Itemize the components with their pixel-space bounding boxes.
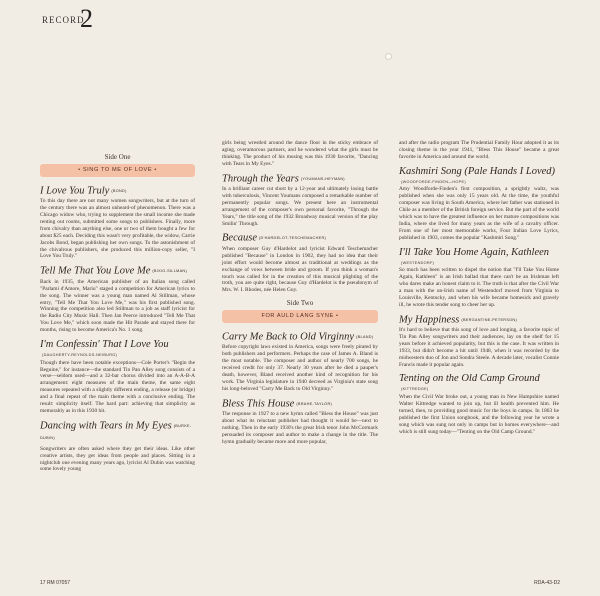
song-description: It's hard to believe that this song of love and longing, a favorite topic of Tin Pan Alley songwriters and their audiences, lay on the shelf for 15 years before it achieved popularity, but this is the case. It was written in 1933, but didn't become a hit until 1948, when it was recorded by the midwestern duo of Jon and Sondra Steele. A decade later, vocalist Connie Francis made it popular again. bbox=[399, 327, 559, 368]
song-continuation bbox=[399, 140, 559, 161]
song-description: To this day there are not many women songwriters, but at the turn of the century there was an almost unheard-of phenomenon. There was a Chicago widow who, trying to supplement the small income she made renting out rooms, submitted some songs to publishers. Finally, more from chivalry than anything else, one or two of them bought a few for about $25 each. Deciding this wasn't very profitable, the widow, Carrie Jacobs Bond, began publishing her own songs. To the astonishment of the chivalrous publishers, she produced this million-copy seller, "I Love You Truly." bbox=[40, 198, 195, 260]
song-entry bbox=[399, 166, 559, 242]
song-title: Kashmiri Song (Pale Hands I Loved) bbox=[399, 165, 556, 177]
song-entry bbox=[222, 331, 378, 393]
section-band-auld-lang-syne: FOR AULD LANG SYNE • bbox=[222, 310, 378, 323]
song-title: I Love You Truly bbox=[40, 185, 110, 197]
song-description: Before copyright laws existed in America, songs were freely pirated by both publishers and performers. Perhaps the case of James A. Bland is the most notable. The composer and author of nearly 700 songs, he received credit for only 37. Nearly 30 years after he died a pauper's death, however, Bland received another kind of recognition for his work. The Virginia legislature in 1940 decreed as Virginia's state song his long-beloved "Carry Me Back to Old Virginny." bbox=[222, 344, 378, 392]
song-entry bbox=[399, 373, 559, 435]
song-entry bbox=[399, 314, 559, 369]
song-description: and after the radio program The Prudential Family Hour adopted it as its closing theme in the year 1941, "Bless This House" became a great favorite in America and around the world. bbox=[399, 140, 559, 160]
song-composer: (BOND) bbox=[111, 188, 127, 193]
song-description: So much has been written to dispel the notion that "I'll Take You Home Again, Kathleen" is an Irish ballad that there can't be an Irishman left who dares make an honest claim to it. The truth is that after the Civil War a man with the un-Irish name of Westendorf moved from Virginia to Louisville, Kentucky, and when his wife became homesick and gravely ill, he wrote this tender song to cheer her up. bbox=[399, 267, 559, 308]
record-number: 2 bbox=[80, 4, 93, 33]
column-one bbox=[40, 148, 195, 478]
catalog-number-right: RDA-43-D2 bbox=[534, 580, 560, 586]
song-entry bbox=[40, 420, 195, 473]
song-composer: (BERGANTINE-PETERSON) bbox=[461, 317, 518, 322]
song-description: girls being wrestled around the dance floor in the sticky embrace of aging, overamorous partners, and he wondered what the girls must be thinking. The product of his musing was this 1930 favorite, "Dancing with Tears in My Eyes." bbox=[222, 140, 378, 167]
record-label: RECORD bbox=[42, 15, 85, 25]
song-title: Bless This House bbox=[222, 398, 295, 410]
song-composer: (D'HARDELOT-TESCHEMACHER) bbox=[258, 236, 327, 241]
song-entry bbox=[222, 232, 378, 294]
song-composer: (WESTENDORF) bbox=[401, 260, 435, 265]
song-entry bbox=[40, 265, 195, 334]
song-composer: (YOUMANS-HEYMAN) bbox=[300, 176, 345, 181]
side-one-label: Side One bbox=[104, 153, 131, 161]
song-composer: (BRAHE-TAYLOR) bbox=[296, 401, 333, 406]
song-title: Dancing with Tears in My Eyes bbox=[40, 420, 172, 432]
section-band-sing-to-me-of-love: • SING TO ME OF LOVE • bbox=[40, 164, 195, 177]
song-composer: (KITTREDGE) bbox=[401, 387, 429, 392]
song-composer: (BURKE-DUBIN) bbox=[40, 423, 192, 441]
song-composer: (WOODFORDE-FINDEN—HOPE) bbox=[401, 179, 466, 184]
song-entry bbox=[222, 398, 378, 446]
song-description: When composer Guy d'Hardelot and lyricist Edward Teschemacher published "Because" in London in 1902, they had no idea that their joint effort would become almost as traditional at weddings as the exchange of vows between bride and groom. If you think a woman's touch was called for in the creation of this musical plighting of the troth, you are quite right, because Guy d'Hardelot is the pseudonym of Mrs. W. I. Rhodes, née Helen Guy. bbox=[222, 245, 378, 294]
song-entry bbox=[222, 173, 378, 228]
song-description: In a brilliant career cut short by a 12-year and ultimately losing battle with tuberculosis, Vincent Youmans composed a remarkable number of permanently popular songs. We present here an instrumental arrangement of the composer's own personal favorite, "Through the Years," the title song of the 1932 Broadway musical version of the play Smilin' Through. bbox=[222, 186, 378, 227]
song-title: Through the Years bbox=[222, 173, 299, 185]
song-description: When the Civil War broke out, a young man in New Hampshire named Walter Kittredge wanted to join up, but ill health prevented him. He turned, then, to providing good music for the boys in camps. In 1863 he published the first Union songbook, and the following year he wrote a song which was sung not only in camps but in homes everywhere—and which is still sung today—"Tenting on the Old Camp Ground." bbox=[399, 394, 559, 435]
side-two-label: Side Two bbox=[286, 299, 314, 308]
song-description: Though there have been notable exceptions—Cole Porter's "Begin the Beguine," for instance—the standard Tin Pan Alley song consists of a verse—seldom used—and a 32-bar chorus divided into an A-A-B-A arrangement: eight measures of the main theme, the same eight measures repeated with a slightly different ending, a release (or bridge) and a final repeat of the main theme with a conclusive ending. The result: simplicity itself. The hard part: achieving that simplicity as memorably as in this 1930 hit. bbox=[40, 359, 195, 414]
song-description: Songwriters are often asked where they get their ideas. Like other creative artists, they get ideas from people and places. Sitting in a nightclub one evening many years ago, lyricist Al Dubin was watching some lovely young bbox=[40, 445, 195, 473]
song-title: I'll Take You Home Again, Kathleen bbox=[399, 246, 550, 258]
song-description: Amy Woodforde-Finden's first composition, a sprightly waltz, was published when she was only 15 years old. At the time, the youthful composer was living in South America, where her father was stationed in Chile as a member of the British foreign service. But the part of the world which was to have the greatest influence on her mature compositions was India, where she lived for many years as the wife of a cavalry officer. From one of her most memorable works, Four Indian Love Lyrics, published in 1903, comes the popular "Kashmiri Song." bbox=[399, 186, 559, 241]
song-title: Because bbox=[222, 232, 257, 244]
catalog-number-left: 17 RM 07057 bbox=[40, 580, 71, 586]
song-description: Back in 1935, the American publisher of an Italian song called "Parlami d'Amore, Mariu" staged a competition for American lyrics to the song. The winner was a young man named Al Stillman, whose entry, "Tell Me That You Love Me," was his first published song. Winning the competition also led Stillman to a job as staff lyricist for the Radio City Music Hall. Then Jan Peerce introduced "Tell Me That You Love Me," which soon made the Hit Parade and stayed there for months, rising to become America's No. 1 song. bbox=[40, 278, 195, 334]
song-title: My Happiness bbox=[399, 314, 460, 325]
song-entry bbox=[399, 247, 559, 309]
song-title: I'm Confessin' That I Love You bbox=[40, 339, 169, 351]
punch-hole bbox=[385, 53, 392, 60]
song-description: The response in 1927 to a new hymn called "Bless the House" was just about what its reluctant publisher had thought it would be—next to nothing. Then in the early 1930's the great Irish tenor John McCormack persuaded its composer and author to make a change in the title. The hymn gradually became more and more popular, bbox=[222, 411, 378, 445]
column-three bbox=[399, 140, 559, 440]
song-composer: (DAUGHERTY-REYNOLDS-NEIBURG) bbox=[42, 353, 118, 358]
song-entry bbox=[40, 339, 195, 415]
song-continuation bbox=[222, 140, 378, 168]
song-entry bbox=[40, 185, 195, 261]
song-title: Tell Me That You Love Me bbox=[40, 265, 151, 277]
song-title: Tenting on the Old Camp Ground bbox=[399, 373, 540, 385]
song-composer: (BIXIO-SILLMAN) bbox=[152, 269, 188, 274]
song-title: Carry Me Back to Old Virginny bbox=[222, 331, 355, 343]
column-two bbox=[222, 140, 378, 451]
song-composer: (BLAND) bbox=[356, 335, 374, 340]
